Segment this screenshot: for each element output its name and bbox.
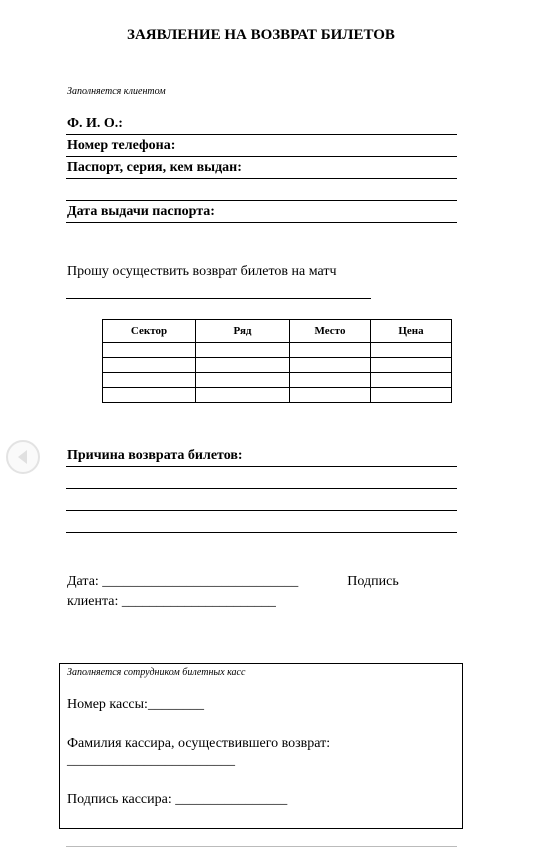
fio-line: [66, 134, 457, 135]
table-row: [103, 373, 452, 388]
fio-label: Ф. И. О.:: [67, 116, 123, 131]
chevron-left-icon: [16, 449, 30, 465]
date-signature-line: Дата: ____________________________ Подпись: [67, 574, 399, 589]
cashier-section-note: Заполняется сотрудником билетных касс: [67, 667, 246, 678]
cashier-section: [59, 663, 463, 829]
client-section-note: Заполняется клиентом: [67, 86, 166, 97]
table-row: [103, 388, 452, 403]
passport-date-line: [66, 222, 457, 223]
previous-page-button[interactable]: [6, 440, 40, 474]
cashier-name-label: Фамилия кассира, осуществившего возврат:: [67, 736, 331, 751]
reason-line-1: [66, 466, 457, 467]
document-title: ЗАЯВЛЕНИЕ НА ВОЗВРАТ БИЛЕТОВ: [127, 27, 395, 43]
page-bottom-divider: [66, 846, 457, 847]
passport-label: Паспорт, серия, кем выдан:: [67, 160, 242, 175]
match-line: [66, 298, 371, 299]
cashier-name-line: ________________________: [67, 753, 235, 768]
request-text: Прошу осуществить возврат билетов на матч: [67, 264, 337, 279]
header-price: Цена: [371, 320, 452, 343]
reason-label: Причина возврата билетов:: [67, 448, 243, 463]
reason-line-2: [66, 488, 457, 489]
phone-label: Номер телефона:: [67, 138, 176, 153]
table-row: [103, 343, 452, 358]
tickets-table: [102, 319, 452, 403]
header-seat: Место: [290, 320, 371, 343]
reason-line-4: [66, 532, 457, 533]
header-sector: Сектор: [103, 320, 196, 343]
cashier-signature: Подпись кассира: ________________: [67, 792, 288, 807]
header-row: Ряд: [196, 320, 290, 343]
passport-date-label: Дата выдачи паспорта:: [67, 204, 215, 219]
passport-line: [66, 178, 457, 179]
table-row: [103, 358, 452, 373]
passport-line-2: [66, 200, 457, 201]
register-number: Номер кассы:________: [67, 697, 204, 712]
reason-line-3: [66, 510, 457, 511]
table-header-row: [103, 320, 452, 343]
phone-line: [66, 156, 457, 157]
client-signature-line: клиента: ______________________: [67, 594, 276, 609]
